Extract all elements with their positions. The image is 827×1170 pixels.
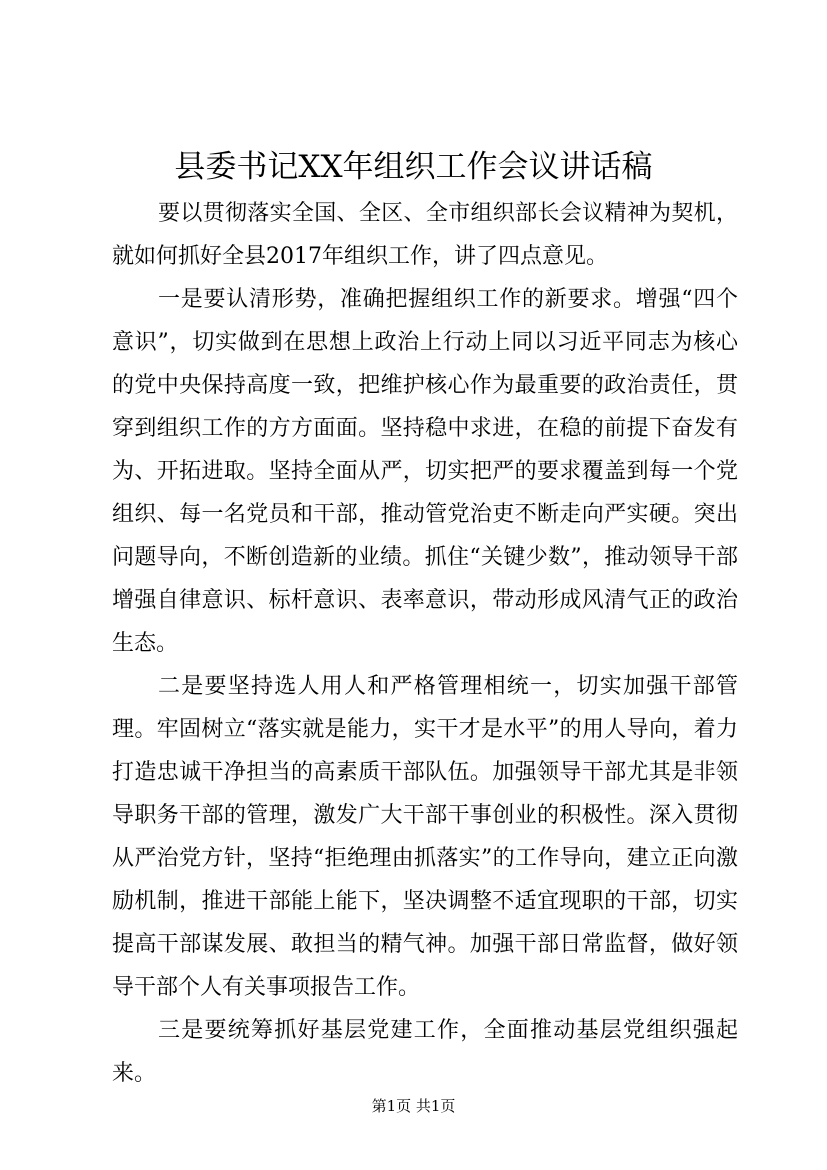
paragraph-point-two: 二是要坚持选人用人和严格管理相统一，切实加强干部管理。牢固树立“落实就是能力，实干才是水平”的用人导向，着力打造忠诚干净担当的高素质干部队伍。加强领导干部尤其是非领导职务干部的管理，激发广大干部干事创业的积极性。深入贯彻从严治党方针，坚持“拒绝理由抓落实”的工作导向，建立正向激励机制，推进干部能上能下，坚决调整不适宜现职的干部，切实提高干部谋发展、敢担当的精气神。加强干部日常监督，做好领导干部个人有关事项报告工作。 [112,674,738,1000]
paragraph-point-one: 一是要认清形势，准确把握组织工作的新要求。增强“四个意识”，切实做到在思想上政治上行动上同以习近平同志为核心的党中央保持高度一致，把维护核心作为最重要的政治责任，贯穿到组织工作的方方面面。坚持稳中求进，在稳的前提下奋发有为、开拓进取。坚持全面从严，切实把严的要求覆盖到每一个党组织、每一名党员和干部，推动管党治吏不断走向严实硬。突出问题导向，不断创造新的业绩。抓住“关键少数”，推动领导干部增强自律意识、标杆意识、表率意识，带动形成风清气正的政治生态。 [112,287,738,656]
paragraph-intro: 要以贯彻落实全国、全区、全市组织部长会议精神为契机，就如何抓好全县2017年组织工作，讲了四点意见。 [112,201,738,269]
document-title: 县委书记XX年组织工作会议讲话稿 [174,149,653,185]
paragraph-point-three: 三是要统筹抓好基层党建工作，全面推动基层党组织强起来。 [112,1018,738,1086]
document-body [112,192,738,1095]
page-number-footer: 第1页 共1页 [371,1097,456,1115]
